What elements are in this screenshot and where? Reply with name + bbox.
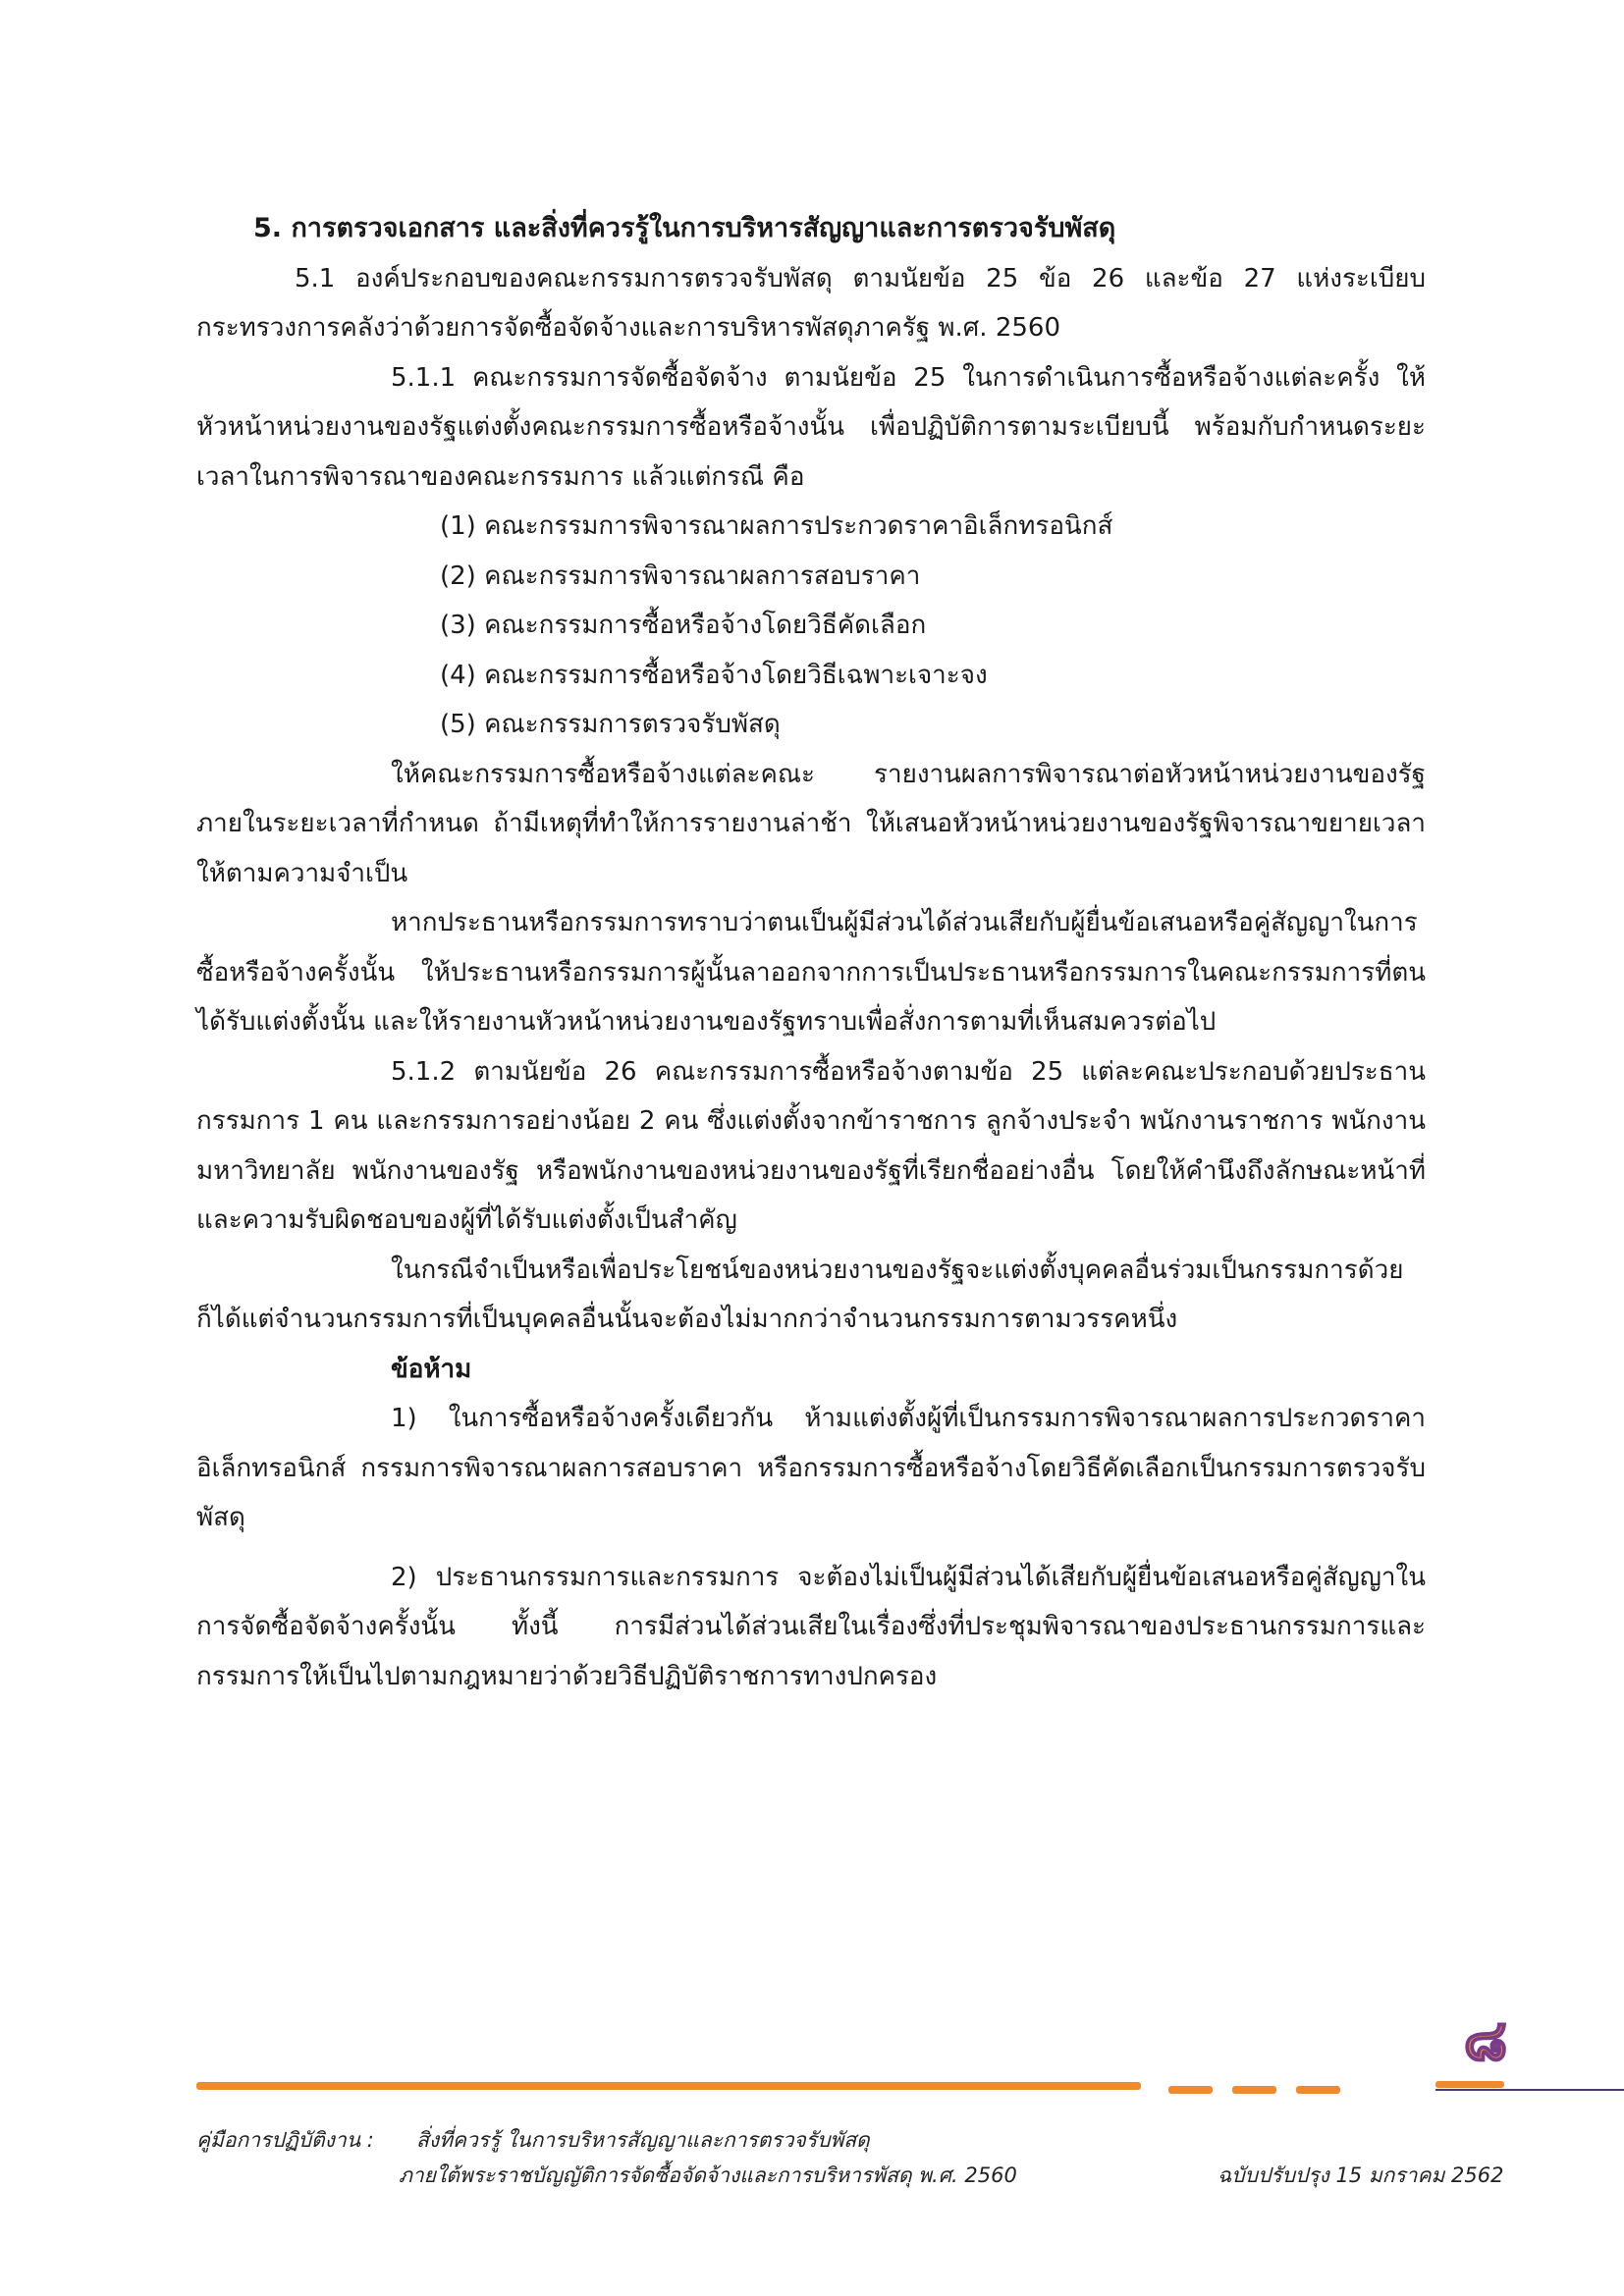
section-heading: 5. การตรวจเอกสาร และสิ่งที่ควรรู้ในการบริหารสัญญาและการตรวจรับพัสดุ <box>253 213 1116 243</box>
prohibition-item: 2) ประธานกรรมการและกรรมการ จะต้องไม่เป็นผู้มีส่วนได้เสียกับผู้ยื่นข้อเสนอหรือคู่สัญญาในการจัดซื้อจัดจ้างครั้งนั้น ทั้งนี้ การมีส่วนได้ส่วนเสียในเรื่องซึ่งที่ประชุมพิจารณาของประธานกรรมการและกรรมการให้เป็นไปตามกฎหมายว่าด้วยวิธีปฏิบัติราชการทางปกครอง <box>196 1562 1426 1691</box>
footer-label: คู่มือการปฏิบัติงาน : <box>196 2128 374 2152</box>
footer-title: สิ่งที่ควรรู้ ในการบริหารสัญญาและการตรวจรับพัสดุ <box>416 2128 870 2152</box>
footer-dash <box>1232 2086 1276 2094</box>
footer-subtitle: ภายใต้พระราชบัญญัติการจัดซื้อจัดจ้างและการบริหารพัสดุ พ.ศ. 2560 <box>399 2163 1017 2187</box>
footer-dash <box>1168 2086 1213 2094</box>
footer-accent <box>1435 2081 1504 2088</box>
footer-dash <box>1296 2086 1340 2094</box>
footer-rule <box>1435 2089 1624 2091</box>
list-item: (2) คณะกรรมการพิจารณาผลการสอบราคา <box>440 561 921 591</box>
prohibitions-heading: ข้อห้าม <box>391 1354 472 1384</box>
paragraph-5-1: 5.1 องค์ประกอบของคณะกรรมการตรวจรับพัสดุ ตามนัยข้อ 25 ข้อ 26 และข้อ 27 แห่งระเบียบกระทรวงการคลังว่าด้วยการจัดซื้อจัดจ้างและการบริหารพัสดุภาครัฐ พ.ศ. 2560 <box>196 263 1426 343</box>
paragraph-conflict: หากประธานหรือกรรมการทราบว่าตนเป็นผู้มีส่วนได้ส่วนเสียกับผู้ยื่นข้อเสนอหรือคู่สัญญาในการซื้อหรือจ้างครั้งนั้น ให้ประธานหรือกรรมการผู้นั้นลาออกจากการเป็นประธานหรือกรรมการในคณะกรรมการที่ตนได้รับแต่งตั้งนั้น และให้รายงานหัวหน้าหน่วยงานของรัฐทราบเพื่อสั่งการตามที่เห็นสมควรต่อไป <box>196 908 1426 1037</box>
footer-edition: ฉบับปรับปรุง 15 มกราคม 2562 <box>1218 2163 1504 2187</box>
list-item: (4) คณะกรรมการซื้อหรือจ้างโดยวิธีเฉพาะเจาะจง <box>440 660 988 690</box>
paragraph-report: ให้คณะกรรมการซื้อหรือจ้างแต่ละคณะ รายงานผลการพิจารณาต่อหัวหน้าหน่วยงานของรัฐภายในระยะเวลาที่กำหนด ถ้ามีเหตุที่ทำให้การรายงานล่าช้า ให้เสนอหัวหน้าหน่วยงานของรัฐพิจารณาขยายเวลาให้ตามความจำเป็น <box>196 759 1426 888</box>
paragraph-5-1-2: 5.1.2 ตามนัยข้อ 26 คณะกรรมการซื้อหรือจ้างตามข้อ 25 แต่ละคณะประกอบด้วยประธานกรรมการ 1 คน และกรรมการอย่างน้อย 2 คน ซึ่งแต่งตั้งจากข้าราชการ ลูกจ้างประจำ พนักงานราชการ พนักงานมหาวิทยาลัย พนักงานของรัฐ หรือพนักงานของหน่วยงานของรัฐที่เรียกชื่ออย่างอื่น โดยให้คำนึงถึงลักษณะหน้าที่และความรับผิดชอบของผู้ที่ได้รับแต่งตั้งเป็นสำคัญ <box>196 1056 1426 1235</box>
prohibition-item: 1) ในการซื้อหรือจ้างครั้งเดียวกัน ห้ามแต่งตั้งผู้ที่เป็นกรรมการพิจารณาผลการประกวดราคาอิเล็กทรอนิกส์ กรรมการพิจารณาผลการสอบราคา หรือกรรมการซื้อหรือจ้างโดยวิธีคัดเลือกเป็นกรรมการตรวจรับพัสดุ <box>196 1404 1426 1532</box>
document-body <box>196 204 1426 1701</box>
page-number: ๘ <box>1463 2006 1508 2073</box>
paragraph-5-1-1: 5.1.1 คณะกรรมการจัดซื้อจัดจ้าง ตามนัยข้อ 25 ในการดำเนินการซื้อหรือจ้างแต่ละครั้ง ให้หัวหน้าหน่วยงานของรัฐแต่งตั้งคณะกรรมการซื้อหรือจ้างนั้น เพื่อปฏิบัติการตามระเบียบนี้ พร้อมกับกำหนดระยะเวลาในการพิจารณาของคณะกรรมการ แล้วแต่กรณี คือ <box>196 362 1426 492</box>
list-item: (1) คณะกรรมการพิจารณาผลการประกวดราคาอิเล็กทรอนิกส์ <box>440 511 1113 541</box>
list-item: (3) คณะกรรมการซื้อหรือจ้างโดยวิธีคัดเลือก <box>440 611 927 640</box>
paragraph-outsider: ในกรณีจำเป็นหรือเพื่อประโยชน์ของหน่วยงานของรัฐจะแต่งตั้งบุคคลอื่นร่วมเป็นกรรมการด้วยก็ได้แต่จำนวนกรรมการที่เป็นบุคคลอื่นนั้นจะต้องไม่มากกว่าจำนวนกรรมการตามวรรคหนึ่ง <box>196 1255 1404 1334</box>
footer-divider <box>196 2082 1141 2090</box>
list-item: (5) คณะกรรมการตรวจรับพัสดุ <box>440 710 781 739</box>
